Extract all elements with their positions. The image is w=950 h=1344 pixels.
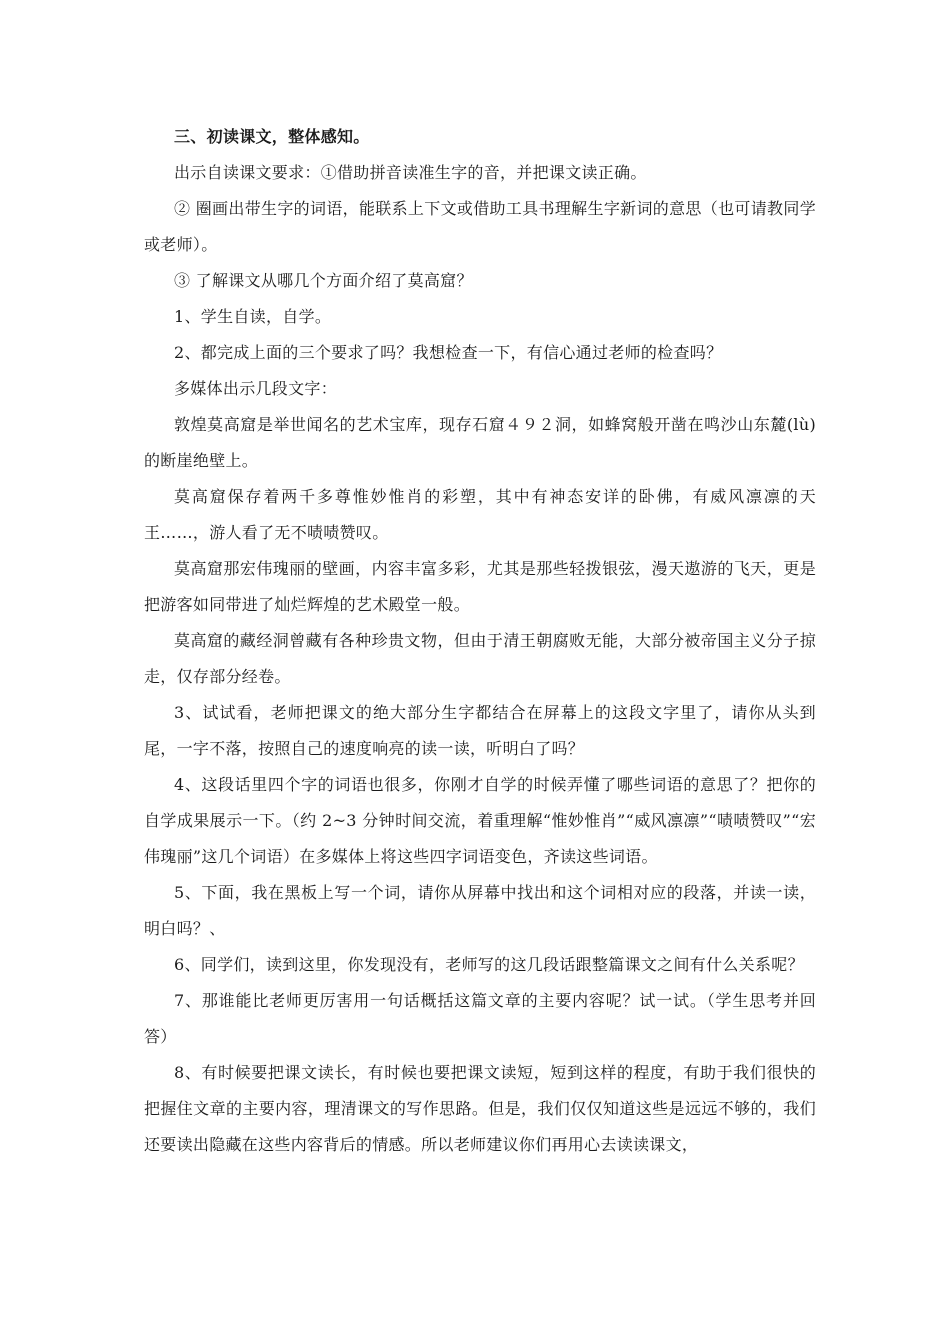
multimedia-intro: 多媒体出示几段文字： — [174, 379, 338, 398]
step-1: 1、学生自读，自学。 — [174, 307, 332, 326]
step-8: 8、有时候要把课文读长，有时候也要把课文读短，短到这样的程度，有助于我们很快的把握住文章的主要内容，理清课文的写作思路。但是，我们仅仅知道这些是远远不够的，我们还要读出隐藏在这些内容背后的情感。所以老师建议你们再用心去读读课文， — [144, 1063, 816, 1154]
step-2: 2、都完成上面的三个要求了吗？我想检查一下，有信心通过老师的检查吗？ — [174, 343, 723, 362]
requirement-2: ② 圈画出带生字的词语，能联系上下文或借助工具书理解生字新词的意思（也可请教同学或老师）。 — [144, 199, 816, 254]
reading-requirements: 出示自读课文要求：①借助拼音读准生字的音，并把课文读正确。 — [174, 163, 647, 182]
text-passage-3: 莫高窟那宏伟瑰丽的壁画，内容丰富多彩，尤其是那些轻拨银弦，漫天遨游的飞天，更是把游客如同带进了灿烂辉煌的艺术殿堂一般。 — [144, 559, 816, 614]
step-4: 4、这段话里四个字的词语也很多，你刚才自学的时候弄懂了哪些词语的意思了？把你的自学成果展示一下。（约 2~3 分钟时间交流，着重理解“惟妙惟肖”“威风凛凛”“啧啧赞叹”“宏伟瑰丽”这几个词语）在多媒体上将这些四字词语变色，齐读这些词语。 — [144, 775, 816, 866]
step-5: 5、下面，我在黑板上写一个词，请你从屏幕中找出和这个词相对应的段落，并读一读，明白吗？、 — [144, 883, 816, 938]
step-7: 7、那谁能比老师更厉害用一句话概括这篇文章的主要内容呢？试一试。（学生思考并回答） — [144, 991, 816, 1046]
document-body — [144, 119, 816, 1163]
section-heading: 三、初读课文，整体感知。 — [174, 127, 370, 146]
text-passage-4: 莫高窟的藏经洞曾藏有各种珍贵文物，但由于清王朝腐败无能，大部分被帝国主义分子掠走，仅存部分经卷。 — [144, 631, 816, 686]
text-passage-1: 敦煌莫高窟是举世闻名的艺术宝库，现存石窟４９２洞，如蜂窝般开凿在鸣沙山东麓(lù)的断崖绝壁上。 — [144, 415, 816, 470]
step-3: 3、试试看，老师把课文的绝大部分生字都结合在屏幕上的这段文字里了，请你从头到尾，一字不落，按照自己的速度响亮的读一读，听明白了吗？ — [144, 703, 816, 758]
text-passage-2: 莫高窟保存着两千多尊惟妙惟肖的彩塑，其中有神态安详的卧佛，有威风凛凛的天王……，游人看了无不啧啧赞叹。 — [144, 487, 816, 542]
requirement-3: ③ 了解课文从哪几个方面介绍了莫高窟？ — [174, 271, 473, 290]
step-6: 6、同学们，读到这里，你发现没有，老师写的这几段话跟整篇课文之间有什么关系呢？ — [174, 955, 804, 974]
